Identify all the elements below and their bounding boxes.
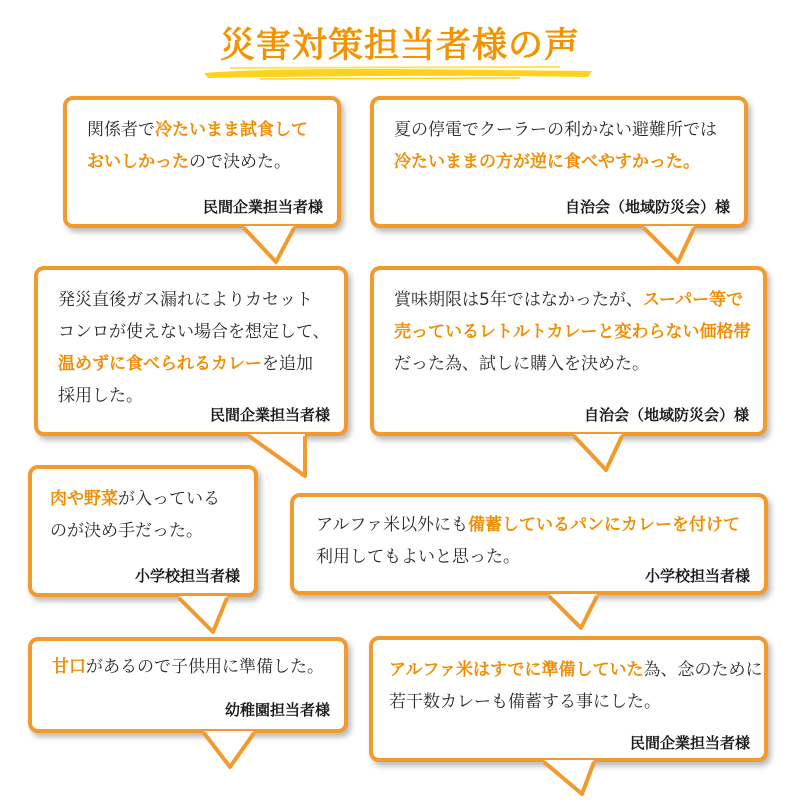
highlight-text: 冷たいままの方が逆に食べやすかった。	[394, 152, 700, 172]
body-text-segment: を追加	[262, 354, 313, 374]
testimonial-bubble-3	[34, 266, 348, 436]
speech-tail-6	[545, 588, 615, 638]
body-text-segment: コンロが使えない場合を想定して、	[58, 322, 330, 342]
body-text-segment: 若干数カレーも備蓄する事にした。	[389, 692, 661, 712]
highlight-text: 甘口	[52, 657, 86, 677]
testimonial-text-8	[389, 654, 763, 718]
speech-tail-7	[200, 725, 270, 775]
testimonial-signature-8: 民間企業担当者様	[629, 734, 750, 752]
speech-tail-2	[640, 220, 710, 270]
testimonial-signature-6: 小学校担当者様	[644, 567, 750, 585]
testimonial-bubble-5	[28, 465, 258, 597]
speech-tail-1	[240, 220, 310, 270]
testimonial-bubble-2	[370, 96, 748, 228]
testimonial-signature-5: 小学校担当者様	[134, 567, 240, 585]
body-text-segment: のが決め手だった。	[50, 521, 203, 541]
testimonial-signature-3: 民間企業担当者様	[209, 406, 330, 424]
testimonial-signature-7: 幼稚園担当者様	[224, 701, 330, 719]
body-text-segment: があるので子供用に準備した。	[86, 657, 324, 677]
body-text-segment: ので決めた。	[189, 152, 291, 172]
body-text-segment: 夏の停電でクーラーの利かない避難所では	[394, 120, 717, 140]
highlight-text: 備蓄しているパンにカレーを付けて	[467, 515, 740, 535]
page-title: 災害対策担当者様の声	[219, 26, 580, 66]
testimonial-text-3	[58, 284, 330, 412]
highlight-text: スーパー等で	[642, 290, 744, 310]
header	[0, 14, 800, 74]
body-text-segment: だった為、試しに購入を決めた。	[394, 354, 649, 374]
body-text-segment: アルファ米以外にも	[316, 515, 468, 535]
testimonial-text-5	[50, 483, 220, 547]
testimonial-bubble-6	[290, 493, 768, 595]
body-text-segment: が入っている	[118, 489, 220, 509]
testimonial-text-4	[394, 284, 751, 380]
testimonial-text-7	[52, 651, 324, 683]
speech-tail-5	[175, 590, 245, 640]
testimonial-bubble-7	[28, 637, 348, 733]
highlight-text: 冷たいまま試食して	[155, 120, 308, 140]
testimonial-text-2	[394, 114, 717, 178]
testimonial-text-1	[87, 114, 308, 178]
testimonial-bubble-1	[63, 96, 341, 228]
body-text-segment: 利用してもよいと思った。	[316, 547, 520, 567]
speech-tail-4	[570, 428, 640, 478]
body-text-segment: 賞味期限は5年ではなかったが、	[394, 290, 643, 310]
speech-tail-8	[540, 754, 610, 800]
highlight-text: 売っているレトルトカレーと変わらない価格帯	[394, 322, 751, 342]
testimonial-bubble-4	[370, 266, 767, 436]
testimonial-signature-2: 自治会（地域防災会）様	[564, 198, 730, 216]
highlight-text: 温めずに食べられるカレー	[58, 354, 262, 374]
body-text-segment: 関係者で	[87, 120, 155, 140]
body-text-segment: 採用した。	[58, 386, 143, 406]
testimonial-text-6	[316, 509, 740, 573]
testimonial-signature-1: 民間企業担当者様	[202, 198, 323, 216]
body-text-segment: 為、念のために	[643, 660, 763, 680]
testimonial-bubble-8	[369, 636, 768, 762]
highlight-text: アルファ米はすでに準備していた	[389, 660, 644, 680]
highlight-text: おいしかった	[87, 152, 189, 172]
highlight-text: 肉や野菜	[50, 489, 118, 509]
testimonial-signature-4: 自治会（地域防災会）様	[583, 406, 749, 424]
body-text-segment: 発災直後ガス漏れによりカセット	[58, 290, 313, 310]
